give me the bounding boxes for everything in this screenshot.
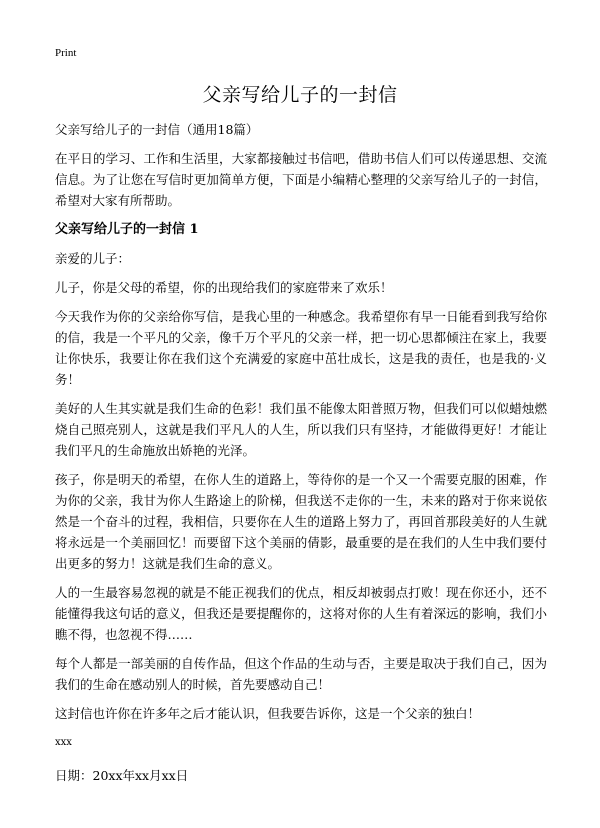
letter-paragraph: 孩子，你是明天的希望，在你人生的道路上，等待你的是一个又一个需要克服的困难，作为你的父亲，我甘为你人生路途上的阶梯，但我送不走你的一生，未来的路对于你来说依然是一个奋斗的过程，我相信，只要你在人生的道路上努力了，再回首那段美好的人生就将永远是一个美丽回忆！而要留下这个美丽的倩影，最重要的是在我们的人生中我们要付出更多的努力！这就是我们生命的意义。 <box>55 472 547 571</box>
letter-paragraph: 这封信也许你在许多年之后才能认识，但我要告诉你，这是一个父亲的独白！ <box>55 706 481 721</box>
print-label: Print <box>55 47 77 59</box>
letter-date: 日期：20xx年xx月xx日 <box>55 768 189 783</box>
document-title: 父亲写给儿子的一封信 <box>202 84 398 106</box>
section-heading: 父亲写给儿子的一封信 1 <box>55 222 199 237</box>
letter-paragraph: 每个人都是一部美丽的自传作品，但这个作品的生动与否，主要是取决于我们自己，因为我们的生命在感动别人的时候，首先要感动自己！ <box>55 656 547 692</box>
document-body <box>55 119 547 794</box>
letter-paragraph: 今天我作为你的父亲给你写信，是我心里的一种感念。我希望你有早一日能看到我写给你的信，我是一个平凡的父亲，像千万个平凡的父亲一样，把一切心思都倾注在家上，我要让你快乐，我要让你在我们这个充满爱的家庭中茁壮成长，这是我的责任，也是我的·义务！ <box>55 309 547 387</box>
intro-paragraph: 在平日的学习、工作和生活里，大家都接触过书信吧，借助书信人们可以传递思想、交流信息。为了让您在写信时更加简单方便，下面是小编精心整理的父亲写给儿子的一封信，希望对大家有所帮助。 <box>55 151 547 208</box>
letter-paragraph: 儿子，你是父母的希望，你的出现给我们的家庭带来了欢乐！ <box>55 280 393 295</box>
document-subtitle: 父亲写给儿子的一封信（通用18篇） <box>55 122 259 137</box>
letter-paragraph: 人的一生最容易忽视的就是不能正视我们的优点，相反却被弱点打败！现在你还小，还不能懂得我这句话的意义，但我还是要提醒你的，这将对你的人生有着深远的影响，我们小瞧不得，也忽视不得…… <box>55 585 547 642</box>
letter-paragraph: 美好的人生其实就是我们生命的色彩！我们虽不能像太阳普照万物，但我们可以似蜡烛燃烧自己照亮别人，这就是我们平凡人的人生，所以我们只有坚持，才能做得更好！才能让我们平凡的生命施放出娇艳的光泽。 <box>55 401 547 458</box>
salutation: 亲爱的儿子： <box>55 251 131 266</box>
signature: xxx <box>55 737 72 748</box>
